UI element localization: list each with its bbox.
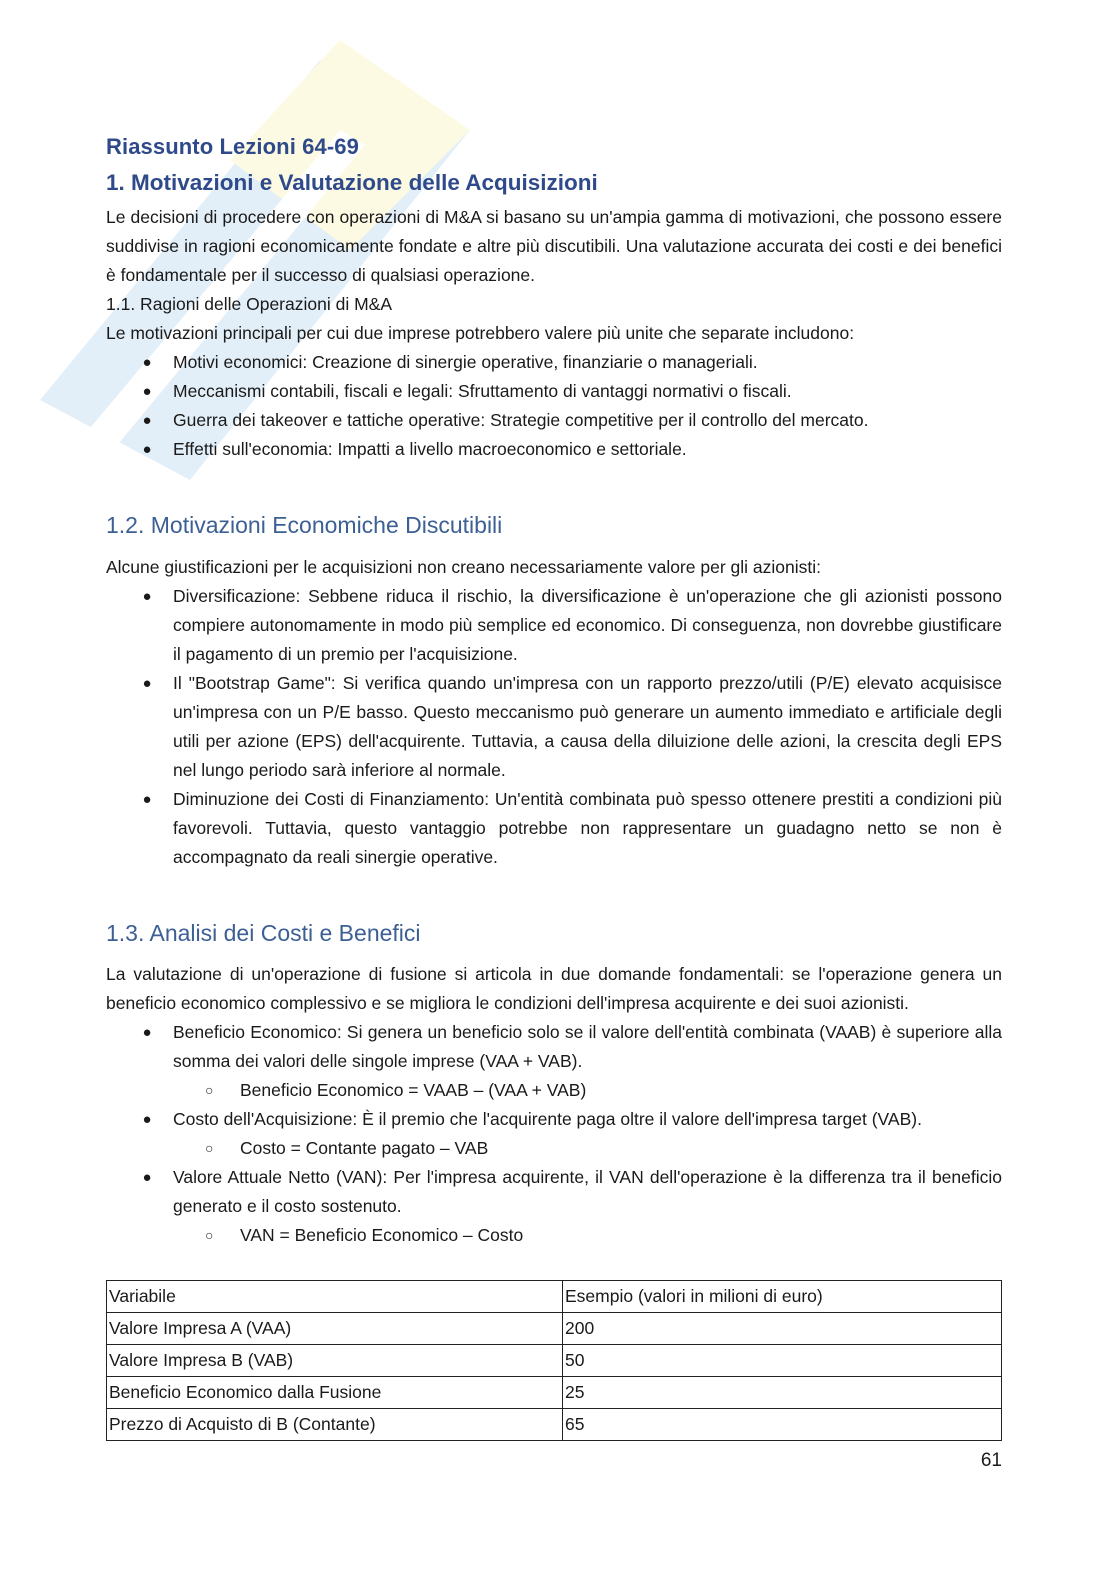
section-1-1-intro: Le motivazioni principali per cui due imprese potrebbero valere più unite che separate includono: <box>106 323 855 343</box>
table-row <box>107 1345 1002 1377</box>
section-heading-1: 1. Motivazioni e Valutazione delle Acquisizioni <box>106 170 598 195</box>
list-item: ● Beneficio Economico: Si genera un beneficio solo se il valore dell'entità combinata (VAAB) è superiore alla somma dei valori delle singole imprese (VAA + VAB). ○ Beneficio Economico = VAAB – (VAA + VAB) <box>106 1018 1002 1105</box>
section-heading-1-3: 1.3. Analisi dei Costi e Benefici <box>106 920 421 946</box>
section-1-intro: Le decisioni di procedere con operazioni di M&A si basano su un'ampia gamma di motivazioni, che possono essere suddivise in ragioni economicamente fondate e altre più discutibili. Una valutazione accurata dei costi e dei benefici è fondamentale per il successo di qualsiasi operazione. <box>106 207 1002 285</box>
table-cell: Prezzo di Acquisto di B (Contante) <box>107 1409 563 1441</box>
bullet-icon: ● <box>142 791 152 808</box>
bullet-icon: ● <box>142 588 152 605</box>
list-item: ● Diminuzione dei Costi di Finanziamento: Un'entità combinata può spesso ottenere prestiti a condizioni più favorevoli. Tuttavia, questo vantaggio potrebbe non rappresentare un guadagno netto se non è accompagnato da reali sinergie operative. <box>106 785 1002 872</box>
table-cell: 200 <box>563 1313 1002 1345</box>
table-cell: Valore Impresa A (VAA) <box>107 1313 563 1345</box>
table-cell: Beneficio Economico dalla Fusione <box>107 1377 563 1409</box>
table-row <box>107 1409 1002 1441</box>
bullet-icon: ● <box>142 1024 152 1041</box>
list-item: ● Motivi economici: Creazione di sinergie operative, finanziarie o manageriali. <box>106 348 1002 377</box>
bullet-icon: ● <box>142 383 152 400</box>
bullet-icon: ● <box>142 1111 152 1128</box>
table-cell: 25 <box>563 1377 1002 1409</box>
bullet-icon: ● <box>142 441 152 458</box>
section-1-2-list <box>106 582 1002 872</box>
list-item: ● Costo dell'Acquisizione: È il premio che l'acquirente paga oltre il valore dell'impresa target (VAB). ○ Costo = Contante pagato – VAB <box>106 1105 1002 1163</box>
table-cell: 65 <box>563 1409 1002 1441</box>
bullet-icon: ● <box>142 354 152 371</box>
circle-bullet-icon: ○ <box>205 1227 214 1243</box>
sub-list <box>173 1134 1002 1163</box>
formula-item: ○ VAN = Beneficio Economico – Costo <box>106 1221 1002 1250</box>
sub-list <box>173 1221 1002 1250</box>
table-row <box>107 1377 1002 1409</box>
table-header-cell: Variabile <box>107 1281 563 1313</box>
circle-bullet-icon: ○ <box>205 1140 214 1156</box>
list-item: ● Diversificazione: Sebbene riduca il rischio, la diversificazione è un'operazione che gli azionisti possono compiere autonomamente in modo più semplice ed economico. Di conseguenza, non dovrebbe giustificare il pagamento di un premio per l'acquisizione. <box>106 582 1002 669</box>
section-heading-1-1: 1.1. Ragioni delle Operazioni di M&A <box>106 294 392 314</box>
sub-list <box>173 1076 1002 1105</box>
list-item: ● Effetti sull'economia: Impatti a livello macroeconomico e settoriale. <box>106 435 1002 464</box>
list-item: ● Guerra dei takeover e tattiche operative: Strategie competitive per il controllo del mercato. <box>106 406 1002 435</box>
list-item: ● Il "Bootstrap Game": Si verifica quando un'impresa con un rapporto prezzo/utili (P/E) elevato acquisisce un'impresa con un P/E basso. Questo meccanismo può generare un aumento immediato e artificiale degli utili per azione (EPS) dell'acquirente. Tuttavia, a causa della diluizione delle azioni, la crescita degli EPS nel lungo periodo sarà inferiore al normale. <box>106 669 1002 785</box>
table-header-row <box>107 1281 1002 1313</box>
circle-bullet-icon: ○ <box>205 1082 214 1098</box>
section-1-2-intro: Alcune giustificazioni per le acquisizioni non creano necessariamente valore per gli azionisti: <box>106 557 821 577</box>
page-number: 61 <box>980 1450 1002 1471</box>
list-item: ● Valore Attuale Netto (VAN): Per l'impresa acquirente, il VAN dell'operazione è la differenza tra il beneficio generato e il costo sostenuto. ○ VAN = Beneficio Economico – Costo <box>106 1163 1002 1250</box>
section-1-1-list <box>106 348 1002 464</box>
table-cell: 50 <box>563 1345 1002 1377</box>
example-table <box>106 1280 1002 1441</box>
table-row <box>107 1313 1002 1345</box>
table-cell: Valore Impresa B (VAB) <box>107 1345 563 1377</box>
table-header-cell: Esempio (valori in milioni di euro) <box>563 1281 1002 1313</box>
list-item: ● Meccanismi contabili, fiscali e legali: Sfruttamento di vantaggi normativi o fiscali. <box>106 377 1002 406</box>
bullet-icon: ● <box>142 412 152 429</box>
formula-item: ○ Costo = Contante pagato – VAB <box>106 1134 1002 1163</box>
section-1-3-intro: La valutazione di un'operazione di fusione si articola in due domande fondamentali: se l'operazione genera un beneficio economico complessivo e se migliora le condizioni dell'impresa acquirente e dei suoi azionisti. <box>106 964 1002 1013</box>
bullet-icon: ● <box>142 675 152 692</box>
formula-item: ○ Beneficio Economico = VAAB – (VAA + VAB) <box>106 1076 1002 1105</box>
section-heading-1-2: 1.2. Motivazioni Economiche Discutibili <box>106 512 503 538</box>
document-title: Riassunto Lezioni 64-69 <box>106 134 359 159</box>
section-1-3-list <box>106 1018 1002 1250</box>
bullet-icon: ● <box>142 1169 152 1186</box>
